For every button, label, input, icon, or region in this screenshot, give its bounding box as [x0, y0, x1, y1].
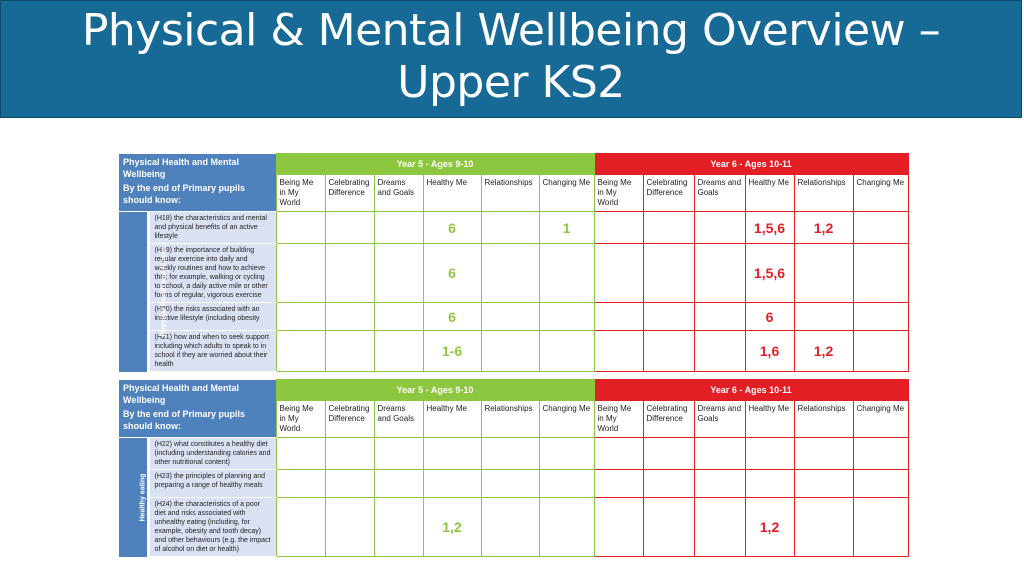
year5-cell	[276, 303, 325, 331]
year6-column-header: Dreams and Goals	[694, 175, 745, 212]
year6-column-header: Changing Me	[853, 175, 908, 212]
year6-cell: 1,5,6	[745, 244, 794, 303]
year6-cell	[594, 303, 643, 331]
section-subtitle: By the end of Primary pupils should know:	[123, 408, 246, 431]
year6-cell	[853, 498, 908, 557]
topic-side-label	[119, 212, 168, 372]
year5-cell	[374, 212, 423, 244]
year5-header: Year 5 - Ages 9-10	[276, 380, 594, 401]
year6-header: Year 6 - Ages 10-11	[594, 380, 908, 401]
year6-cell	[643, 244, 694, 303]
year5-column-header: Healthy Me	[423, 175, 481, 212]
year6-cell: 1,2	[794, 331, 853, 372]
year-header-row	[119, 154, 908, 175]
year6-cell	[694, 244, 745, 303]
year5-column-header: Relationships	[481, 175, 539, 212]
year6-column-header: Relationships	[794, 175, 853, 212]
year6-cell	[853, 303, 908, 331]
statement-description: (H21) how and when to seek support including which adults to speak to in school if they are worried about their health	[148, 331, 276, 372]
section-header	[119, 154, 276, 212]
year5-column-header: Changing Me	[539, 401, 594, 438]
year6-column-header: Healthy Me	[745, 175, 794, 212]
year5-cell: 6	[423, 244, 481, 303]
section-title: Physical Health and Mental Wellbeing	[123, 382, 240, 405]
year5-cell	[276, 470, 325, 498]
statement-description: (H22) what constitutes a healthy diet (including understanding calories and other nutritional content)	[148, 438, 276, 470]
year6-cell	[694, 498, 745, 557]
year5-cell	[276, 331, 325, 372]
year5-cell	[374, 438, 423, 470]
year6-cell	[853, 244, 908, 303]
section-title: Physical Health and Mental Wellbeing	[123, 156, 240, 179]
year6-cell	[643, 498, 694, 557]
year6-column-header: Healthy Me	[745, 401, 794, 438]
year5-cell	[423, 438, 481, 470]
year5-cell: 6	[423, 212, 481, 244]
section-header	[119, 380, 276, 438]
table-row	[119, 244, 908, 303]
year6-cell	[594, 212, 643, 244]
year6-cell	[794, 498, 853, 557]
year6-cell	[594, 438, 643, 470]
statement-description: (H24) the characteristics of a poor diet and risks associated with unhealthy eating (including, for example, obesity and tooth decay) and other behaviours (e.g. the impact of alcohol on diet or health)	[148, 498, 276, 557]
year6-column-header: Celebrating Difference	[643, 401, 694, 438]
year6-cell: 1,5,6	[745, 212, 794, 244]
year5-cell	[423, 470, 481, 498]
table-row	[119, 212, 908, 244]
title-line-1: Physical & Mental Wellbeing Overview –	[81, 5, 941, 56]
year5-column-header: Dreams and Goals	[374, 175, 423, 212]
year5-cell: 1	[539, 212, 594, 244]
curriculum-table-healthy-eating	[119, 379, 909, 557]
year6-cell	[594, 498, 643, 557]
year6-column-header: Changing Me	[853, 401, 908, 438]
year5-column-header: Healthy Me	[423, 401, 481, 438]
year5-cell	[325, 331, 374, 372]
year5-cell	[374, 303, 423, 331]
year6-cell: 1,6	[745, 331, 794, 372]
year5-cell	[539, 244, 594, 303]
section-subtitle: By the end of Primary pupils should know:	[123, 182, 246, 205]
year6-cell	[794, 244, 853, 303]
year5-cell	[481, 438, 539, 470]
year6-cell	[694, 470, 745, 498]
year5-cell	[325, 498, 374, 557]
year6-cell	[643, 303, 694, 331]
year5-cell	[539, 498, 594, 557]
year5-cell	[481, 244, 539, 303]
year5-cell	[481, 331, 539, 372]
statement-description: (H23) the principles of planning and preparing a range of healthy meals	[148, 470, 276, 498]
year6-cell	[594, 244, 643, 303]
year5-cell	[539, 331, 594, 372]
year6-column-header: Being Me in My World	[594, 175, 643, 212]
year6-cell	[794, 470, 853, 498]
year5-cell	[325, 438, 374, 470]
table-row	[119, 303, 908, 331]
table-row	[119, 498, 908, 557]
year5-column-header: Being Me in My World	[276, 175, 325, 212]
year5-cell	[374, 244, 423, 303]
year5-cell	[325, 303, 374, 331]
statement-description: (H18) the characteristics and mental and physical benefits of an active lifestyle	[148, 212, 276, 244]
year5-cell: 6	[423, 303, 481, 331]
year5-cell	[481, 212, 539, 244]
year5-cell	[276, 244, 325, 303]
year6-cell	[594, 470, 643, 498]
year5-cell	[374, 498, 423, 557]
year6-cell	[745, 438, 794, 470]
year6-cell	[643, 212, 694, 244]
year5-column-header: Celebrating Difference	[325, 175, 374, 212]
year5-column-header: Celebrating Difference	[325, 401, 374, 438]
table-row	[119, 470, 908, 498]
year5-cell	[539, 438, 594, 470]
year5-cell	[539, 303, 594, 331]
topic-label-text: Physical health and fitness	[160, 246, 168, 337]
year5-cell	[374, 470, 423, 498]
year6-column-header: Celebrating Difference	[643, 175, 694, 212]
topic-label-text: Healthy eating	[139, 473, 147, 522]
statement-description: (H20) the risks associated with an inactive lifestyle (including obesity	[148, 303, 276, 331]
curriculum-table-physical-fitness	[119, 153, 909, 372]
year6-cell: 6	[745, 303, 794, 331]
topic-side-label	[119, 438, 148, 557]
year5-column-header: Relationships	[481, 401, 539, 438]
year5-header: Year 5 - Ages 9-10	[276, 154, 594, 175]
table-row	[119, 331, 908, 372]
year6-cell	[643, 331, 694, 372]
year6-cell	[745, 470, 794, 498]
year6-cell	[594, 331, 643, 372]
year6-cell	[794, 438, 853, 470]
year5-cell: 1-6	[423, 331, 481, 372]
year5-cell	[325, 244, 374, 303]
year5-cell	[276, 438, 325, 470]
year6-cell	[694, 303, 745, 331]
year-header-row	[119, 380, 908, 401]
title-banner	[0, 0, 1022, 118]
year5-cell	[481, 470, 539, 498]
year5-cell	[481, 303, 539, 331]
year6-column-header: Dreams and Goals	[694, 401, 745, 438]
year5-cell	[276, 212, 325, 244]
year5-cell: 1,2	[423, 498, 481, 557]
year6-header: Year 6 - Ages 10-11	[594, 154, 908, 175]
year6-cell: 1,2	[745, 498, 794, 557]
statement-description: (H19) the importance of building regular exercise into daily and weekly routines and how to achieve this; for example, walking or cycling to school, a daily active mile or other forms of regular, vigorous exercise	[148, 244, 276, 303]
year5-cell	[325, 470, 374, 498]
year6-cell	[694, 212, 745, 244]
year5-column-header: Changing Me	[539, 175, 594, 212]
year6-cell	[853, 212, 908, 244]
year5-column-header: Dreams and Goals	[374, 401, 423, 438]
title-line-2: Upper KS2	[397, 57, 625, 108]
year5-cell	[325, 212, 374, 244]
year6-cell	[794, 303, 853, 331]
year6-column-header: Being Me in My World	[594, 401, 643, 438]
year5-cell	[539, 470, 594, 498]
year6-cell	[694, 438, 745, 470]
year6-cell: 1,2	[794, 212, 853, 244]
year6-cell	[853, 331, 908, 372]
year6-column-header: Relationships	[794, 401, 853, 438]
year5-column-header: Being Me in My World	[276, 401, 325, 438]
year6-cell	[853, 470, 908, 498]
year5-cell	[276, 498, 325, 557]
table-row	[119, 438, 908, 470]
year6-cell	[853, 438, 908, 470]
year5-cell	[481, 498, 539, 557]
year5-cell	[374, 331, 423, 372]
year6-cell	[694, 331, 745, 372]
year6-cell	[643, 438, 694, 470]
year6-cell	[643, 470, 694, 498]
